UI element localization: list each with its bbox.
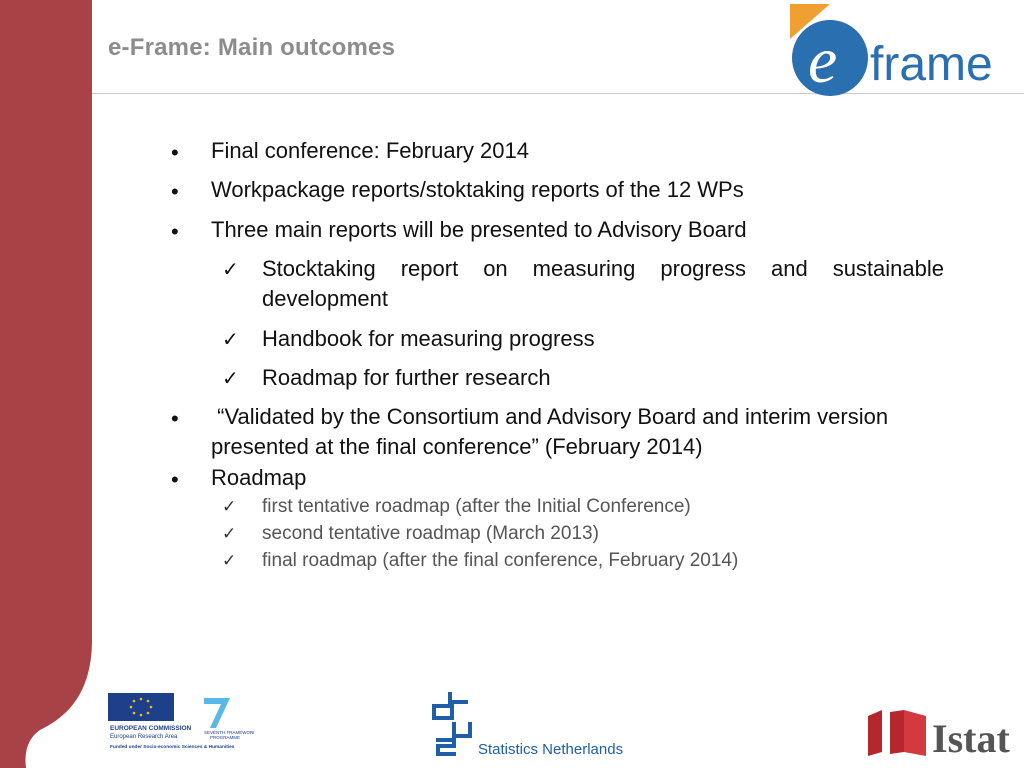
cbs-logo xyxy=(430,688,640,760)
report-stocktaking: Stocktaking report on measuring progress and sustainable development xyxy=(262,256,944,311)
ec-line1: EUROPEAN COMMISSION xyxy=(110,725,192,732)
check-marker: ✓ xyxy=(222,259,239,281)
bullet-marker: • xyxy=(171,467,179,492)
check-marker: ✓ xyxy=(222,368,239,390)
report-roadmap: Roadmap for further research xyxy=(262,365,551,390)
roadmap-second: second tentative roadmap (March 2013) xyxy=(262,523,599,544)
check-marker: ✓ xyxy=(222,524,237,543)
roadmap-final: final roadmap (after the final conference, February 2014) xyxy=(262,550,739,571)
bullet-final-conference: Final conference: February 2014 xyxy=(211,138,529,163)
report-handbook: Handbook for measuring progress xyxy=(262,326,595,351)
cbs-label: Statistics Netherlands xyxy=(478,741,624,758)
bullet-marker: • xyxy=(171,219,179,244)
page-title: e-Frame: Main outcomes xyxy=(108,34,396,61)
bullet-three-reports: Three main reports will be presented to Advisory Board xyxy=(211,217,747,242)
istat-logo xyxy=(864,706,1016,760)
bullet-roadmap: Roadmap xyxy=(211,465,307,490)
check-marker: ✓ xyxy=(222,497,237,516)
ec-fp7-logo xyxy=(106,690,254,756)
ec-line3: Funded under Socio-economic Sciences & Humanities xyxy=(110,745,235,750)
fp7-line2: PROGRAMME xyxy=(210,735,241,740)
roadmap-first: first tentative roadmap (after the Initial Conference) xyxy=(262,496,691,517)
eframe-logo-text: frame xyxy=(870,38,993,91)
istat-label: Istat xyxy=(932,716,1010,760)
fp7-line1: SEVENTH FRAMEWORK xyxy=(204,730,254,735)
check-marker: ✓ xyxy=(222,329,239,351)
check-marker: ✓ xyxy=(222,551,237,570)
eframe-logo-e: e xyxy=(808,24,838,96)
bullet-validated-quote: “Validated by the Consortium and Advisory Board and interim version presented at the final conference” (February 2014) xyxy=(211,404,895,459)
bullet-workpackage-reports: Workpackage reports/stoktaking reports of the 12 WPs xyxy=(211,177,744,202)
ec-line2: European Research Area xyxy=(110,734,178,740)
bullet-marker: • xyxy=(171,140,179,165)
bullet-marker: • xyxy=(171,179,179,204)
bullet-marker: • xyxy=(171,406,179,431)
